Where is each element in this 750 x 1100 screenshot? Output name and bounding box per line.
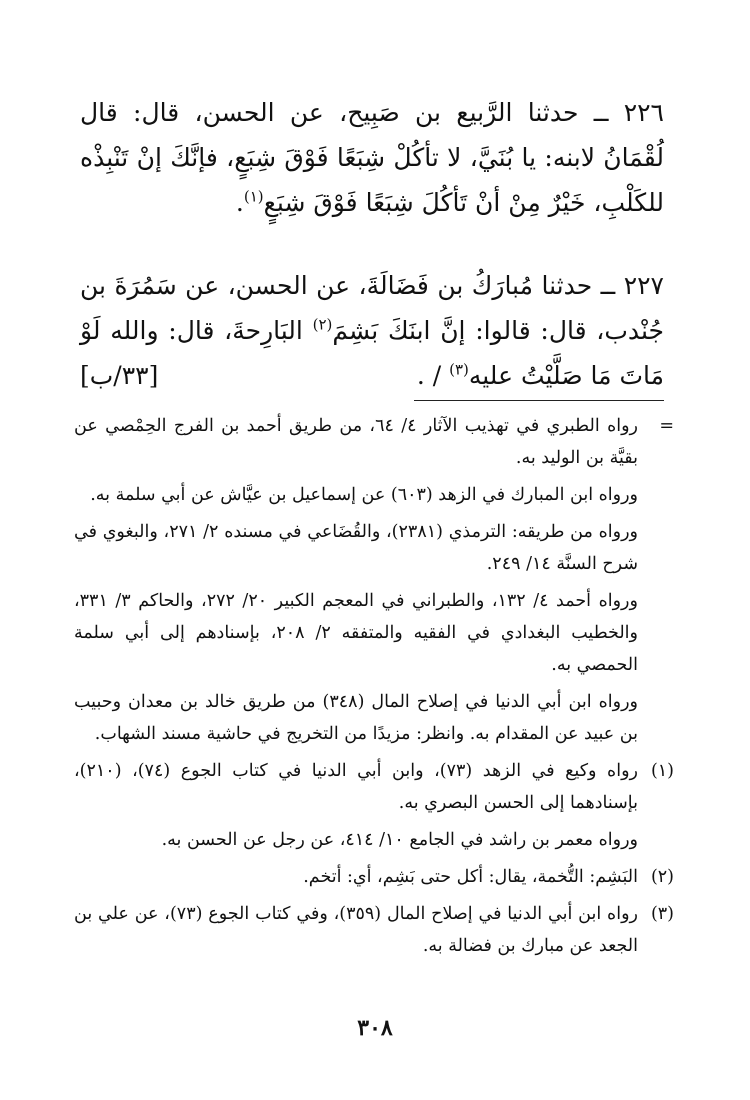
continuation-paragraph: ورواه ابن المبارك في الزهد (٦٠٣) عن إسماعيل بن عيَّاش عن أبي سلمة به. [90, 485, 638, 505]
page-number: ٣٠٨ [357, 1015, 393, 1041]
folio-marker: [٣٣/ب] [80, 361, 159, 390]
footnote-3 [74, 898, 674, 967]
footnote-3-marker: (٣) [650, 904, 674, 924]
footnote-3-paragraph: رواه ابن أبي الدنيا في إصلاح المال (٣٥٩)، وفي كتاب الجوع (٧٣)، عن علي بن الجعد عن مبارك بن فضالة به. [74, 904, 638, 956]
footnote-1-body [74, 755, 638, 861]
continuation-paragraph: رواه الطبري في تهذيب الآثار ٤/ ٦٤، من طريق أحمد بن الفرج الحِمْصي عن بقيَّة بن الوليد به. [74, 416, 639, 468]
continuation-paragraph: ورواه ابن أبي الدنيا في إصلاح المال (٣٤٨) من طريق خالد بن معدان وحبيب بن عبيد عن المقدام به. وانظر: مزيدًا من التخريج في حاشية مسند الشهاب. [74, 692, 638, 744]
footnote-2-paragraph: البَشِم: التُّخمة، يقال: أكل حتى بَشِم، أي: أتخم. [303, 867, 638, 887]
hadith-226-end: . [235, 188, 244, 217]
footnote-2-marker: (٢) [650, 867, 674, 887]
footnote-ref-1: (١) [243, 187, 264, 206]
footnote-divider [414, 400, 664, 401]
footnote-ref-2: (٢) [312, 315, 333, 334]
footnote-ref-3: (٣) [449, 360, 469, 379]
hadith-227-paragraph [80, 263, 664, 398]
footnote-continuation [74, 410, 674, 755]
hadith-227-text-2: البَارِحةَ، قال: والله لَوْ مَاتَ مَا صَلَّيْتُ عليه [80, 316, 664, 390]
hadith-226-text: ٢٢٦ ــ حدثنا الرَّبيع بن صَبِيح، عن الحسن، قال: قال لُقْمَانُ لابنه: يا بُنَيَّ، لا تأكُلْ شِبَعًا فَوْقَ شِبَعٍ، فإنَّكَ إنْ تَنْبِذْه للكَلْبِ، خَيْرٌ مِنْ أنْ تَأكُلَ شِبَعًا فَوْقَ شِبَعٍ [80, 98, 664, 217]
hadith-227-text-1: ٢٢٧ ــ حدثنا مُبارَكُ بن فَضَالَةَ، عن الحسن، عن سَمُرَةَ بن جُنْدب، قال: قالوا: إنَّ ابنَكَ بَشِمَ [80, 271, 664, 345]
footnote-2-body [74, 861, 638, 898]
continuation-marker: = [659, 416, 674, 436]
footnote-1-paragraph: ورواه معمر بن راشد في الجامع ١٠/ ٤١٤، عن رجل عن الحسن به. [161, 830, 638, 850]
footnote-1-paragraph: رواه وكيع في الزهد (٧٣)، وابن أبي الدنيا في كتاب الجوع (٧٤)، (٢١٠)، بإسنادهما إلى الحسن البصري به. [74, 761, 638, 813]
continuation-paragraph: ورواه أحمد ٤/ ١٣٢، والطبراني في المعجم الكبير ٢٠/ ٢٧٢، والحاكم ٣/ ٣٣١، والخطيب البغدادي في الفقيه والمتفقه ٢/ ٢٠٨، بإسنادهم إلى أبي سلمة الحمصي به. [74, 591, 638, 675]
footnote-2 [74, 861, 674, 898]
continuation-paragraph: ورواه من طريقه: الترمذي (٢٣٨١)، والقُضَاعي في مسنده ٢/ ٢٧١، والبغوي في شرح السنَّة ١٤/ ٢٤٩. [74, 522, 638, 574]
hadith-226-paragraph [80, 90, 664, 225]
hadith-227-text-3: / . [416, 361, 450, 390]
continuation-body [74, 410, 638, 755]
footnote-1 [74, 755, 674, 861]
footnote-1-marker: (١) [650, 761, 674, 781]
footnotes-section [74, 410, 674, 967]
footnote-3-body [74, 898, 638, 967]
